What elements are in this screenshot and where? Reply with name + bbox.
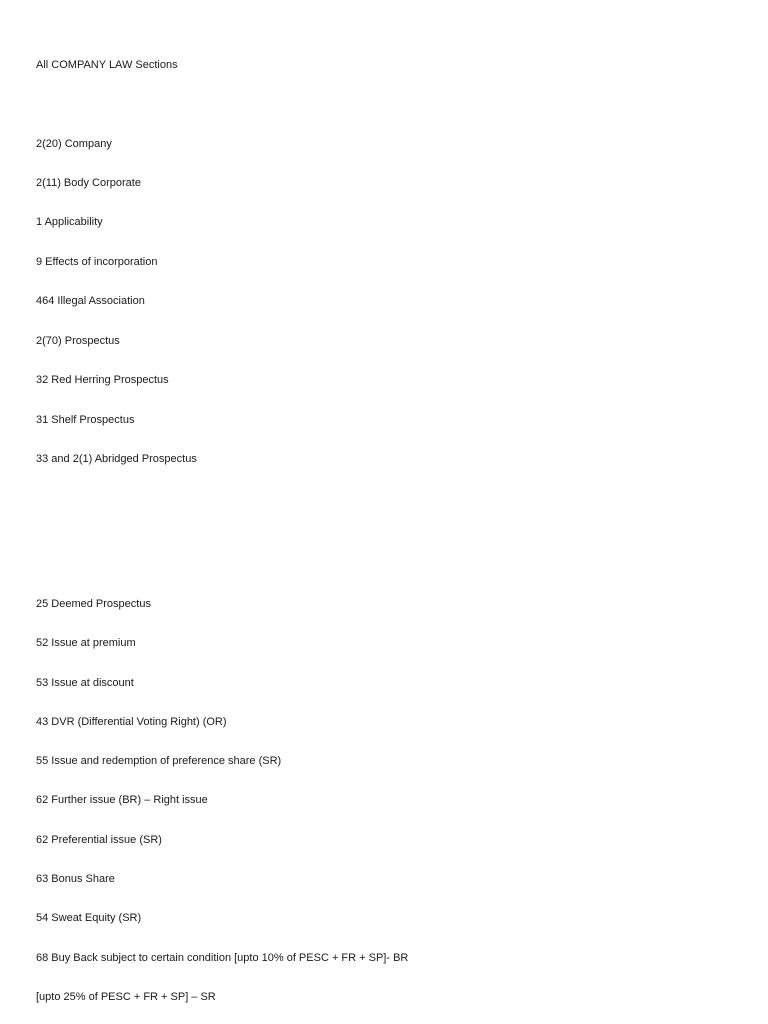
section-item: 9 Effects of incorporation <box>36 256 158 268</box>
section-item: 54 Sweat Equity (SR) <box>36 912 142 924</box>
section-item: 52 Issue at premium <box>36 637 136 649</box>
section-item: 62 Further issue (BR) – Right issue <box>36 794 208 806</box>
section-item: 31 Shelf Prospectus <box>36 414 135 426</box>
section-item: 62 Preferential issue (SR) <box>36 834 162 846</box>
section-item: 33 and 2(1) Abridged Prospectus <box>36 453 197 465</box>
section-item: 53 Issue at discount <box>36 677 134 689</box>
section-item: 25 Deemed Prospectus <box>36 598 151 610</box>
section-item: [upto 25% of PESC + FR + SP] – SR <box>36 991 216 1003</box>
section-item: 1 Applicability <box>36 216 103 228</box>
section-item: 2(70) Prospectus <box>36 335 120 347</box>
document-title: All COMPANY LAW Sections <box>36 59 178 71</box>
section-item: 2(20) Company <box>36 138 112 150</box>
section-item: 32 Red Herring Prospectus <box>36 374 169 386</box>
section-item: 2(11) Body Corporate <box>36 177 141 189</box>
section-item: 68 Buy Back subject to certain condition [upto 10% of PESC + FR + SP]- BR <box>36 952 409 964</box>
section-item: 464 Illegal Association <box>36 295 145 307</box>
section-item: 63 Bonus Share <box>36 873 115 885</box>
section-item: 43 DVR (Differential Voting Right) (OR) <box>36 716 227 728</box>
section-item: 55 Issue and redemption of preference share (SR) <box>36 755 282 767</box>
